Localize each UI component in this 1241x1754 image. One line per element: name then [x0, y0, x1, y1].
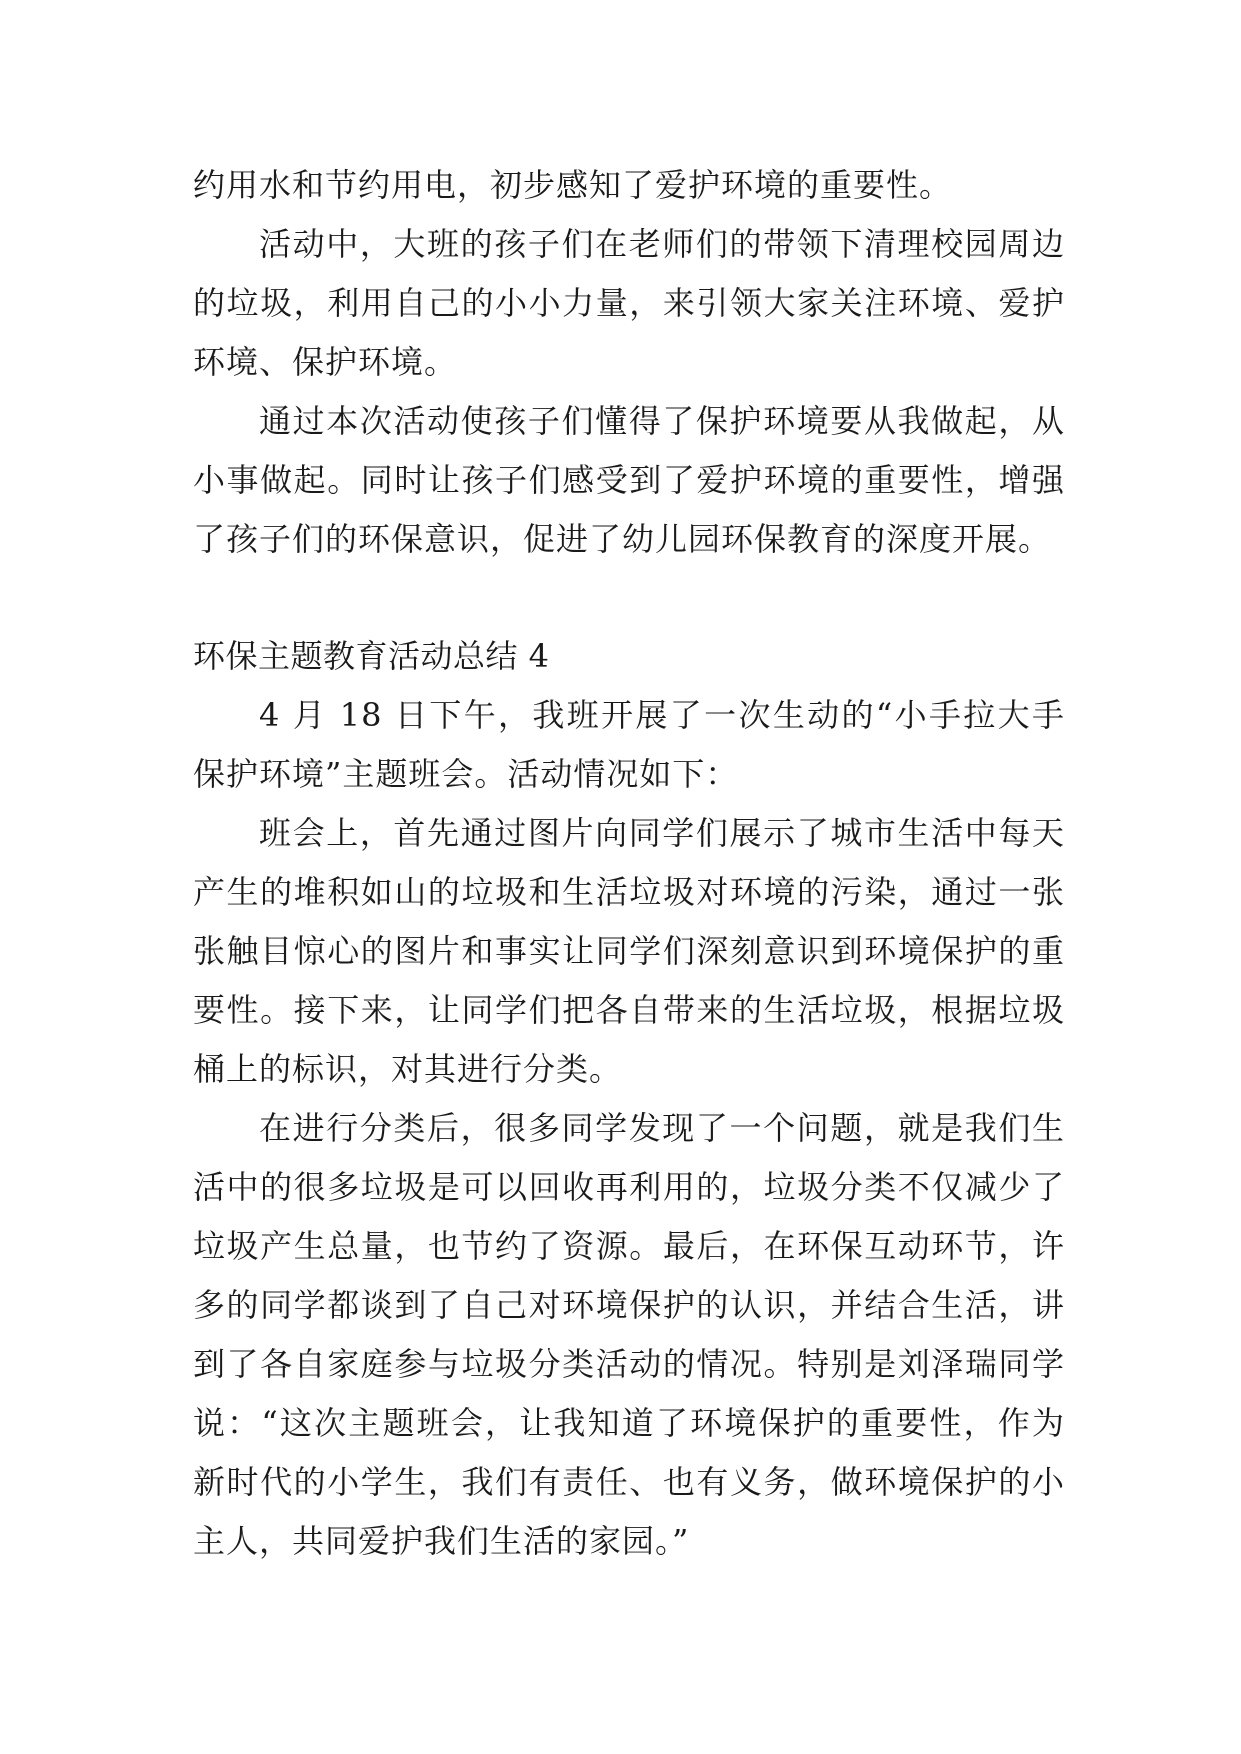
paragraph-intro: 4 月 18 日下午，我班开展了一次生动的“小手拉大手保护环境”主题班会。活动情况如下： — [193, 696, 1065, 793]
paragraph-activity: 活动中，大班的孩子们在老师们的带领下清理校园周边的垃圾，利用自己的小小力量，来引领大家关注环境、爱护环境、保护环境。 — [193, 225, 1065, 381]
paragraph-outcome: 通过本次活动使孩子们懂得了保护环境要从我做起，从小事做起。同时让孩子们感受到了爱护环境的重要性，增强了孩子们的环保意识，促进了幼儿园环保教育的深度开展。 — [193, 402, 1065, 558]
paragraph-class-meeting: 班会上，首先通过图片向同学们展示了城市生活中每天产生的堆积如山的垃圾和生活垃圾对环境的污染，通过一张张触目惊心的图片和事实让同学们深刻意识到环境保护的重要性。接下来，让同学们把各自带来的生活垃圾，根据垃圾桶上的标识，对其进行分类。 — [193, 814, 1065, 1088]
paragraph-sorting-results: 在进行分类后，很多同学发现了一个问题，就是我们生活中的很多垃圾是可以回收再利用的，垃圾分类不仅减少了垃圾产生总量，也节约了资源。最后，在环保互动环节，许多的同学都谈到了自己对环境保护的认识，并结合生活，讲到了各自家庭参与垃圾分类活动的情况。特别是刘泽瑞同学说：“这次主题班会，让我知道了环境保护的重要性，作为新时代的小学生，我们有责任、也有义务，做环境保护的小主人，共同爱护我们生活的家园。” — [193, 1109, 1065, 1560]
document-body — [193, 156, 1065, 1571]
section-title: 环保主题教育活动总结 4 — [193, 637, 550, 675]
paragraph-continuation: 约用水和节约用电，初步感知了爱护环境的重要性。 — [193, 166, 953, 204]
